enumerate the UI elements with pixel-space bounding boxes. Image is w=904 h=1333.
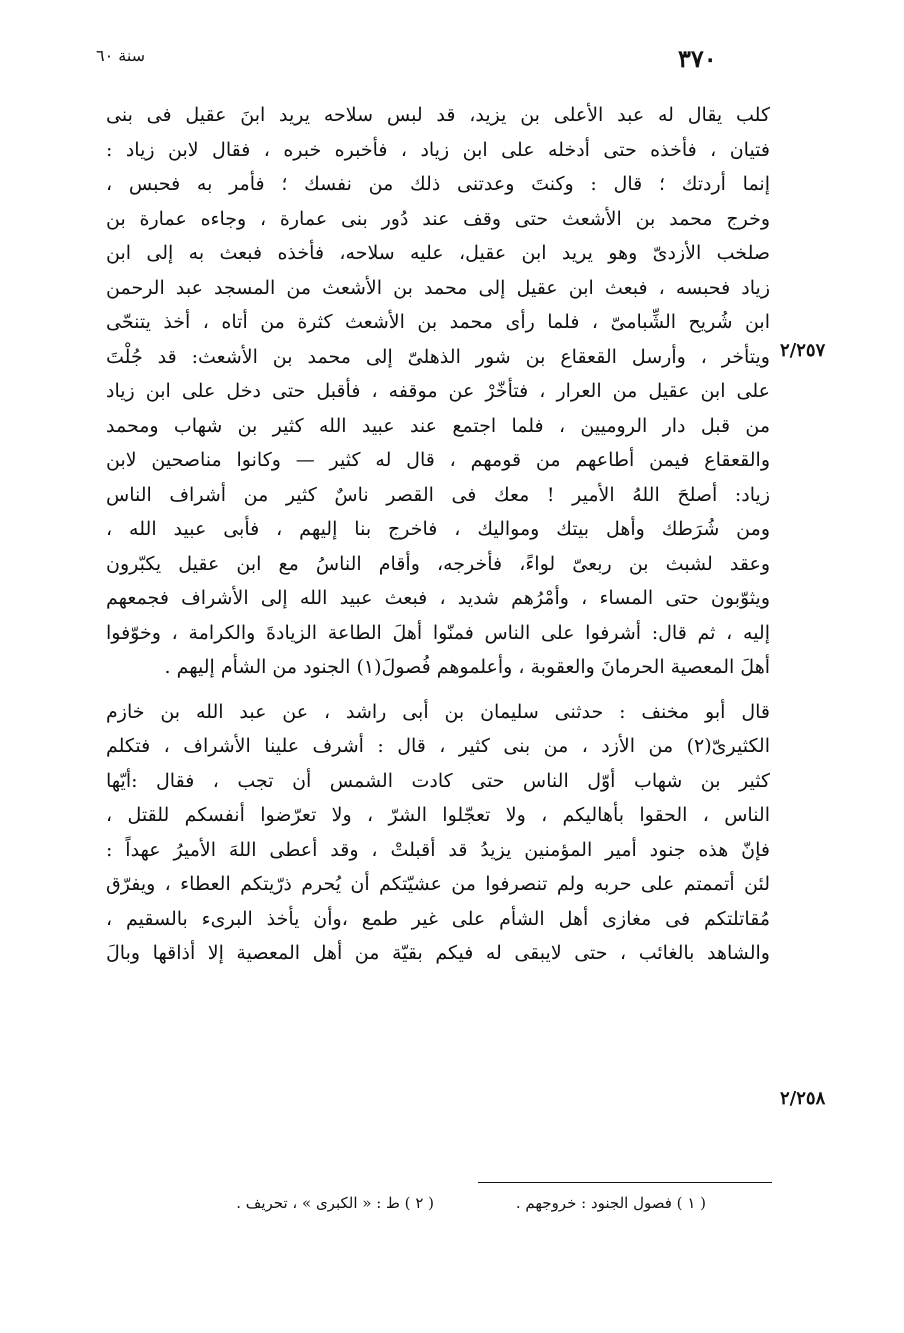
text-line: فإنّ هذه جنود أمير المؤمنين يزيدُ قد أقبلتْ ، وقد أعطى اللهَ الأميرُ عهداً : <box>106 838 770 861</box>
margin-reference: ٢/٢٥٨ <box>780 1088 826 1109</box>
text-line: من قبل دار الروميين ، فلما اجتمع عند عبيد الله كثير بن شهاب ومحمد <box>106 414 770 437</box>
text-line: والقعقاع فيمن أطاعهم من قومهم ، قال له كثير — وكانوا مناصحين لابن <box>106 449 770 471</box>
footnote-rule <box>478 1182 772 1183</box>
text-line: كلب يقال له عبد الأعلى بن يزيد، قد لبس سلاحه يريد ابنَ عقيل فى بنى <box>106 104 770 126</box>
text-line: لئن أتممتم على حربه ولم تنصرفوا من عشيّتكم أن يُحرم ذرّيتكم العطاء ، ويفرّق <box>106 873 770 895</box>
footnote-1: ( ١ ) فصول الجنود : خروجهم . <box>515 1194 706 1212</box>
text-line: كثير بن شهاب أوّل الناس حتى كادت الشمس أن تجب ، فقال :أيّها <box>106 769 770 792</box>
text-line: وخرج محمد بن الأشعث حتى وقف عند دُور بنى عمارة ، وجاءه عمارة بن <box>106 207 770 230</box>
text-line: صلخب الأزدىّ وهو يريد ابن عقيل، عليه سلاحه، فأخذه فبعث به إلى ابن <box>106 242 770 264</box>
text-line: إنما أردتك ؛ قال : وكنتَ وعدتنى ذلك من نفسك ؛ فأمر به فحبس ، <box>106 173 770 195</box>
text-line: فتيان ، فأخذه حتى أدخله على ابن زياد ، فأخبره خبره ، فقال لابن زياد : <box>106 138 770 161</box>
running-header-year: سنة ٦٠ <box>96 46 146 65</box>
text-line: على ابن عقيل من العرار ، فتأخّرْ عن موقفه ، فأقبل حتى دخل على ابن زياد <box>106 380 770 402</box>
text-line: ويثوّبون حتى المساء ، وأمْرُهم شديد ، فبعث عبيد الله إلى الأشراف فجمعهم <box>106 587 770 609</box>
paragraph-2 <box>106 695 770 971</box>
text-line: ومن شُرَطك وأهل بيتك ومواليك ، فاخرج بنا إليهم ، فأبى عبيد الله ، <box>106 518 770 540</box>
text-line: إليه ، ثم قال: أشرفوا على الناس فمنّوا أهلَ الطاعة الزيادةَ والكرامة ، وخوّفوا <box>106 621 770 644</box>
page-number: ٣٧٠ <box>678 44 717 73</box>
text-line: أهلَ المعصية الحرمانَ والعقوبة ، وأعلموهم فُصولَ(١) الجنود من الشأم إليهم . <box>164 656 770 678</box>
text-line: الناس ، الحقوا بأهاليكم ، ولا تعجّلوا الشرّ ، ولا تعرّضوا أنفسكم للقتل ، <box>106 804 770 826</box>
text-line: قال أبو مخنف : حدثنى سليمان بن أبى راشد ، عن عبد الله بن خازم <box>106 700 770 723</box>
text-line: وعقد لشبث بن ربعىّ لواءً، فأخرجه، وأقام الناسُ مع ابن عقيل يكبّرون <box>106 552 770 575</box>
text-line: مُقاتلتكم فى مغازى أهل الشأم على غير طمع ،وأن يأخذ البرىء بالسقيم ، <box>106 907 770 930</box>
text-line: ويتأخر ، وأرسل القعقاع بن شور الذهلىّ إلى محمد بن الأشعث: قد جُلْتَ <box>106 345 770 368</box>
text-line: زياد: أصلحَ اللهُ الأمير ! معك فى القصر ناسٌ كثير من أشراف الناس <box>106 483 770 506</box>
text-line: الكثيرىّ(٢) من الأزد ، من بنى كثير ، قال : أشرف علينا الأشراف ، فتكلم <box>106 735 770 757</box>
text-line: ابن شُريح الشِّبامىّ ، فلما رأى محمد بن الأشعث كثرة من أتاه ، أخذ يتنحّى <box>106 311 770 333</box>
text-line: والشاهد بالغائب ، حتى لايبقى له فيكم بقيّة من أهل المعصية إلا أذاقها وبالَ <box>106 942 770 964</box>
footnote-2: ( ٢ ) ط : « الكبرى » ، تحريف . <box>236 1194 434 1212</box>
margin-reference: ٢/٢٥٧ <box>780 340 826 361</box>
paragraph-1 <box>106 98 770 685</box>
main-text <box>106 98 770 971</box>
text-line: زياد فحبسه ، فبعث ابن عقيل إلى محمد بن الأشعث من المسجد عبد الرحمن <box>106 276 770 299</box>
